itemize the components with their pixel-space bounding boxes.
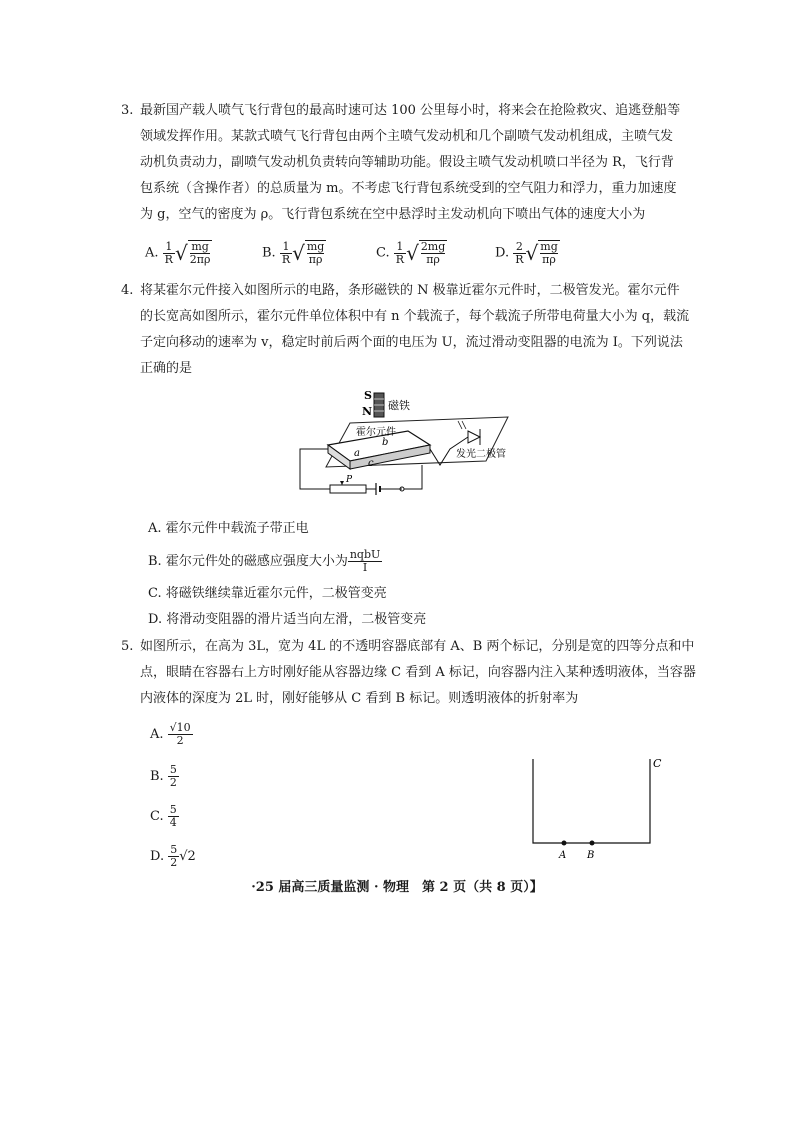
option-label: A. — [150, 727, 164, 742]
container-diagram — [525, 755, 670, 865]
option-label: B. — [262, 245, 276, 261]
option-suffix: √2 — [179, 849, 196, 864]
dim-c-label: c — [368, 458, 374, 469]
option-b[interactable] — [148, 549, 382, 574]
mark-a-label: A — [559, 850, 567, 861]
option-b[interactable] — [150, 764, 179, 789]
option-fraction: $\frac{5}{4}$ — [169, 803, 177, 829]
question-text-line: 为 g，空气的密度为 ρ。飞行背包系统在空中悬浮时主发动机向下喷出气体的速度大小为 — [140, 207, 646, 222]
sqrt-icon: √ — [174, 241, 188, 265]
container-outline — [533, 759, 650, 843]
question-text-line: 最新国产载人喷气飞行背包的最高时速可达 100 公里每小时，将来会在抢险救灾、追逃登船等 — [140, 103, 681, 118]
option-d[interactable] — [148, 609, 426, 631]
sqrt-icon: √ — [292, 241, 305, 265]
sqrt-icon: √ — [406, 241, 419, 265]
magnet-s-label: S — [364, 389, 372, 402]
radicand-fraction: $\frac{2mg}{\pi\rho}$ — [420, 240, 446, 266]
option-c[interactable] — [376, 240, 447, 266]
mark-b-label: B — [587, 850, 595, 861]
option-a[interactable] — [150, 722, 193, 747]
question-text-line: 将某霍尔元件接入如图所示的电路，条形磁铁的 N 极靠近霍尔元件时，二极管发光。霍尔元件 — [140, 283, 680, 298]
sqrt-icon: √ — [525, 241, 539, 265]
option-d[interactable] — [495, 240, 560, 266]
option-label: D. — [148, 612, 163, 627]
option-label: B. — [148, 554, 162, 569]
rheostat-icon — [330, 485, 366, 493]
hall-label: 霍尔元件 — [356, 427, 396, 438]
diode-icon — [468, 431, 480, 443]
radicand-fraction: $\frac{mg}{\pi\rho}$ — [306, 240, 325, 266]
question-text-line: 如图所示，在高为 3L，宽为 4L 的不透明容器底部有 A、B 两个标记，分别是宽的四等分点和中 — [140, 639, 695, 654]
magnet-label: 磁铁 — [388, 399, 410, 412]
point-c-label: C — [653, 757, 662, 770]
option-d[interactable] — [150, 844, 196, 869]
question-text-line: 包系统（含操作者）的总质量为 m。不考虑飞行背包系统受到的空气阻力和浮力，重力加速度 — [140, 181, 677, 196]
question-number: 5. — [121, 639, 134, 654]
question-text-line: 正确的是 — [140, 361, 193, 376]
option-c[interactable] — [150, 804, 179, 829]
option-label: A. — [145, 245, 159, 261]
page-footer: ·25 届高三质量监测 · 物理 第 2 页（共 8 页）】 — [251, 880, 543, 895]
magnet-n-label: N — [362, 405, 373, 418]
mark-b — [590, 841, 595, 846]
option-label: A. — [148, 521, 162, 536]
option-fraction: $\frac{5}{2}$ — [170, 843, 178, 869]
option-text: 将滑动变阻器的滑片适当向左滑，二极管变亮 — [166, 612, 427, 627]
dim-a-label: a — [354, 448, 360, 459]
slider-p-label: P — [346, 475, 353, 485]
mark-a — [562, 841, 567, 846]
question-text-line: 子定向移动的速率为 v，稳定时前后两个面的电压为 U，流过滑动变阻器的电流为 I。下列说法 — [140, 335, 683, 350]
option-text: 霍尔元件中载流子带正电 — [165, 521, 309, 536]
option-label: C. — [150, 809, 164, 824]
question-text-line: 点，眼睛在容器右上方时刚好能从容器边缘 C 看到 A 标记，向容器内注入某种透明液体，当容器 — [140, 665, 696, 680]
question-number: 3. — [121, 103, 134, 118]
hall-circuit-diagram — [290, 385, 530, 510]
coefficient-fraction: $\frac{1}{R}$ — [164, 239, 173, 266]
option-fraction: $\frac{5}{2}$ — [169, 763, 177, 789]
coefficient-fraction: $\frac{1}{R}$ — [395, 239, 405, 266]
option-a[interactable] — [145, 240, 212, 266]
question-text-line: 领域发挥作用。某款式喷气飞行背包由两个主喷气发动机和几个副喷气发动机组成，主喷气发 — [140, 129, 674, 144]
option-fraction: $\frac{\text{nqbU}}{I}$ — [349, 548, 381, 574]
coefficient-fraction: $\frac{1}{R}$ — [281, 239, 291, 266]
option-text: 霍尔元件处的磁感应强度大小为 — [165, 554, 348, 569]
radicand-fraction: $\frac{mg}{\pi\rho}$ — [540, 240, 558, 266]
option-label: B. — [150, 769, 164, 784]
question-number: 4. — [121, 283, 134, 298]
question-text-line: 内液体的深度为 2L 时，刚好能够从 C 看到 B 标记。则透明液体的折射率为 — [140, 691, 579, 706]
coefficient-fraction: $\frac{2}{R}$ — [515, 239, 524, 266]
option-b[interactable] — [262, 240, 326, 266]
option-fraction: $\frac{√10}{2}$ — [169, 721, 191, 747]
question-text-line: 动机负责动力，副喷气发动机负责转向等辅助功能。假设主喷气发动机喷口半径为 R，飞行背 — [140, 155, 674, 170]
option-a[interactable] — [148, 518, 309, 540]
question-text-line: 的长宽高如图所示，霍尔元件单位体积中有 n 个载流子，每个载流子所带电荷量大小为 q，载流 — [140, 309, 690, 324]
option-label: C. — [148, 586, 162, 601]
option-label: D. — [150, 849, 165, 864]
dim-b-label: b — [382, 437, 389, 448]
option-label: C. — [376, 245, 390, 261]
option-c[interactable] — [148, 583, 387, 605]
option-label: D. — [495, 245, 510, 261]
option-text: 将磁铁继续靠近霍尔元件，二极管变亮 — [165, 586, 387, 601]
diode-label: 发光二极管 — [456, 449, 506, 460]
radicand-fraction: $\frac{mg}{2\pi\rho}$ — [189, 240, 211, 266]
